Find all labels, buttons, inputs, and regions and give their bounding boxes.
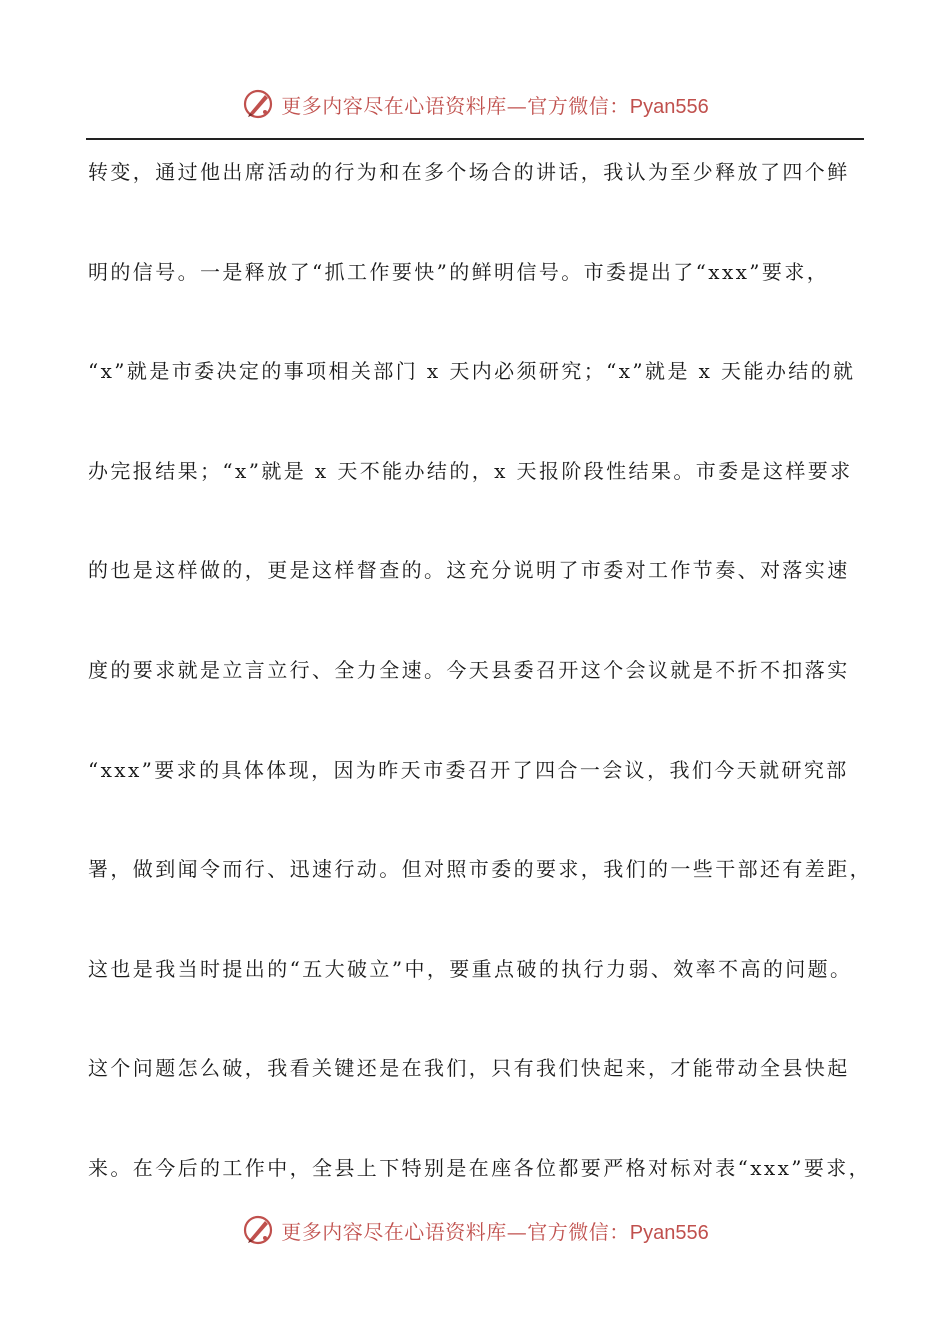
text-line: 署，做到闻令而行、迅速行动。但对照市委的要求，我们的一些干部还有差距， — [88, 857, 872, 882]
header-divider — [86, 138, 864, 140]
body-text — [88, 150, 872, 1246]
footer-banner-text: 更多内容尽在心语资料库—官方微信：Pyan556 — [281, 1219, 709, 1244]
text-line: 这也是我当时提出的“五大破立”中，要重点破的执行力弱、效率不高的问题。 — [88, 956, 853, 981]
text-line: 的也是这样做的，更是这样督查的。这充分说明了市委对工作节奏、对落实速 — [88, 558, 850, 583]
text-line: 来。在今后的工作中，全县上下特别是在座各位都要严格对标对表“xxx”要求， — [88, 1155, 872, 1180]
header-banner — [0, 84, 950, 124]
text-line: 这个问题怎么破，我看关键还是在我们，只有我们快起来，才能带动全县快起 — [88, 1056, 850, 1081]
text-line: 办完报结果；“x”就是 x 天不能办结的，x 天报阶段性结果。市委是这样要求 — [88, 458, 853, 483]
text-line: 度的要求就是立言立行、全力全速。今天县委召开这个会议就是不折不扣落实 — [88, 657, 850, 682]
text-line: “x”就是市委决定的事项相关部门 x 天内必须研究；“x”就是 x 天能办结的就 — [88, 359, 856, 384]
text-line: 明的信号。一是释放了“抓工作要快”的鲜明信号。市委提出了“xxx”要求， — [88, 259, 830, 284]
pen-circle-logo-icon — [241, 1213, 275, 1247]
text-line: “xxx”要求的具体体现，因为昨天市委召开了四合一会议，我们今天就研究部 — [88, 757, 849, 782]
footer-banner — [0, 1210, 950, 1250]
pen-circle-logo-icon — [241, 87, 275, 121]
header-banner-text: 更多内容尽在心语资料库—官方微信：Pyan556 — [281, 93, 709, 118]
text-line: 转变，通过他出席活动的行为和在多个场合的讲话，我认为至少释放了四个鲜 — [88, 160, 850, 184]
